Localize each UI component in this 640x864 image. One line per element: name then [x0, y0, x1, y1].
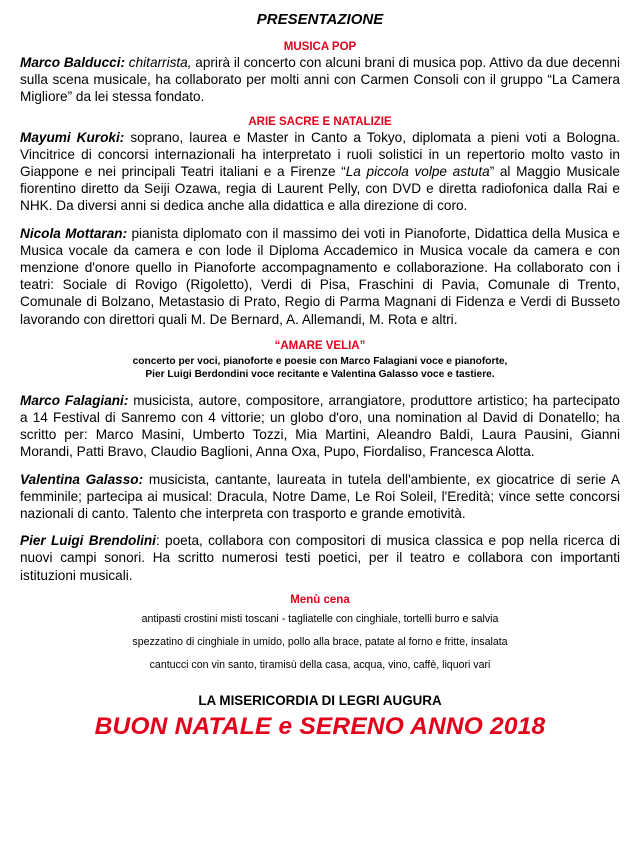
footer-greeting: BUON NATALE e SERENO ANNO 2018 [94, 712, 546, 740]
menu-list [20, 611, 620, 674]
bio-name: Pier Luigi Brendolini [20, 533, 156, 549]
bio-text: soprano, laurea e Master in Canto a Tokyo, diplomata a pieni voti a Bologna. Vincitrice di concorsi internazionali ha interpretato i ruoli solistici in un repertorio molto vasto in Giappone e nei principali Teatri italiani e a Firenze “ [20, 129, 621, 180]
bio-name: Marco Falagiani: [20, 392, 129, 408]
bio-nicola-mottaran [20, 225, 620, 328]
bio-marco-balducci [20, 54, 620, 106]
page-title: PRESENTAZIONE [256, 11, 384, 28]
menu-line: antipasti crostini misti toscani - tagliatelle con cinghiale, tortelli burro e salvia [141, 612, 499, 625]
bio-valentina-galasso [20, 471, 620, 523]
menu-line: spezzatino di cinghiale in umido, pollo alla brace, patate al forno e fritte, insalata [132, 635, 508, 648]
bio-name: Nicola Mottaran: [20, 225, 128, 241]
concert-subtitle: Pier Luigi Berdondini voce recitante e Valentina Galasso voce e tastiere. [145, 368, 495, 380]
section-title-menu-cena: Menù cena [290, 593, 350, 606]
bio-marco-falagiani [20, 392, 620, 461]
bio-name: Mayumi Kuroki: [20, 129, 125, 145]
bio-work-title: La piccola volpe astuta [345, 164, 490, 180]
bio-pier-luigi-brendolini [20, 532, 620, 584]
bio-text: musicista, autore, compositore, arrangiatore, produttore artistico; ha partecipato a 14 Festival di Sanremo con 4 vittorie; un globo d'oro, una nomination al David di Donatello; ha scritto per: Marco Masini, Umberto Tozzi, Mia Martini, Aleandro Baldi, Laura Pausini, Gianni Morandi, Patti Bravo, Claudio Baglioni, Anna Oxa, Pupo, Fiordaliso, Francesca Alotta. [20, 392, 620, 460]
concert-subtitle: concerto per voci, pianoforte e poesie con Marco Falagiani voce e pianoforte, [132, 355, 508, 367]
bio-text: ” al Maggio Musicale fiorentino diretto da Seiji Ozawa, regia di Laurent Pelly, con DVD e diretta radiofonica dalla Rai e NHK. Da diversi anni si dedica anche alla didattica e alla direzione di coro. [20, 164, 620, 214]
section-title-amare-velia: “AMARE VELIA” [274, 339, 366, 352]
bio-mayumi-kuroki [20, 129, 620, 215]
section-title-arie-sacre: ARIE SACRE E NATALIZIE [248, 115, 392, 128]
footer-augura: LA MISERICORDIA DI LEGRI AUGURA [198, 692, 442, 708]
menu-line: cantucci con vin santo, tiramisù della casa, acqua, vino, caffè, liquori vari [149, 658, 491, 671]
section-title-musica-pop: MUSICA POP [283, 41, 357, 53]
bio-text: musicista, cantante, laureata in tutela dell'ambiente, ex giocatrice di serie A femminile; partecipa ai musical: Dracula, Notre Dame, Le Roi Soleil, l'Eredità; vince sette concorsi nazionali di canto. Talento che interpreta con trasporto e grande emotività. [20, 471, 620, 522]
bio-text: pianista diplomato con il massimo dei voti in Pianoforte, Didattica della Musica e Musica vocale da camera e con lode il Diploma Accademico in Musica vocale da camera e con menzione d'onore quello in Pianoforte accompagnamento e collaborazione. Ha collaborato con i teatri: Sociale di Rovigo (Rigoletto), Verdi di Pisa, Fraschini di Pavia, Comunale di Trento, Comunale di Bolzano, Metastasio di Prato, Regio di Parma Magnani di Fidenza e Verdi di Busseto lavorando con direttori quali M. De Bernard, A. Allemandi, M. Rota e altri. [20, 225, 620, 327]
bio-text: : poeta, collabora con compositori di musica classica e pop nella ricerca di nuovi campi sonori. Ha scritto numerosi testi poetici, per il teatro e collabora con importanti istituzioni musicali. [20, 533, 620, 583]
bio-name: Marco Balducci: [20, 55, 126, 70]
bio-role: chitarrista, [128, 55, 192, 70]
bio-name: Valentina Galasso: [20, 471, 144, 487]
bio-text: aprirà il concerto con alcuni brani di musica pop. Attivo da due decenni sulla scena musicale, ha collaborato per molti anni con Carmen Consoli con il gruppo “La Camera Migliore” da lei stessa fondato. [20, 55, 620, 105]
